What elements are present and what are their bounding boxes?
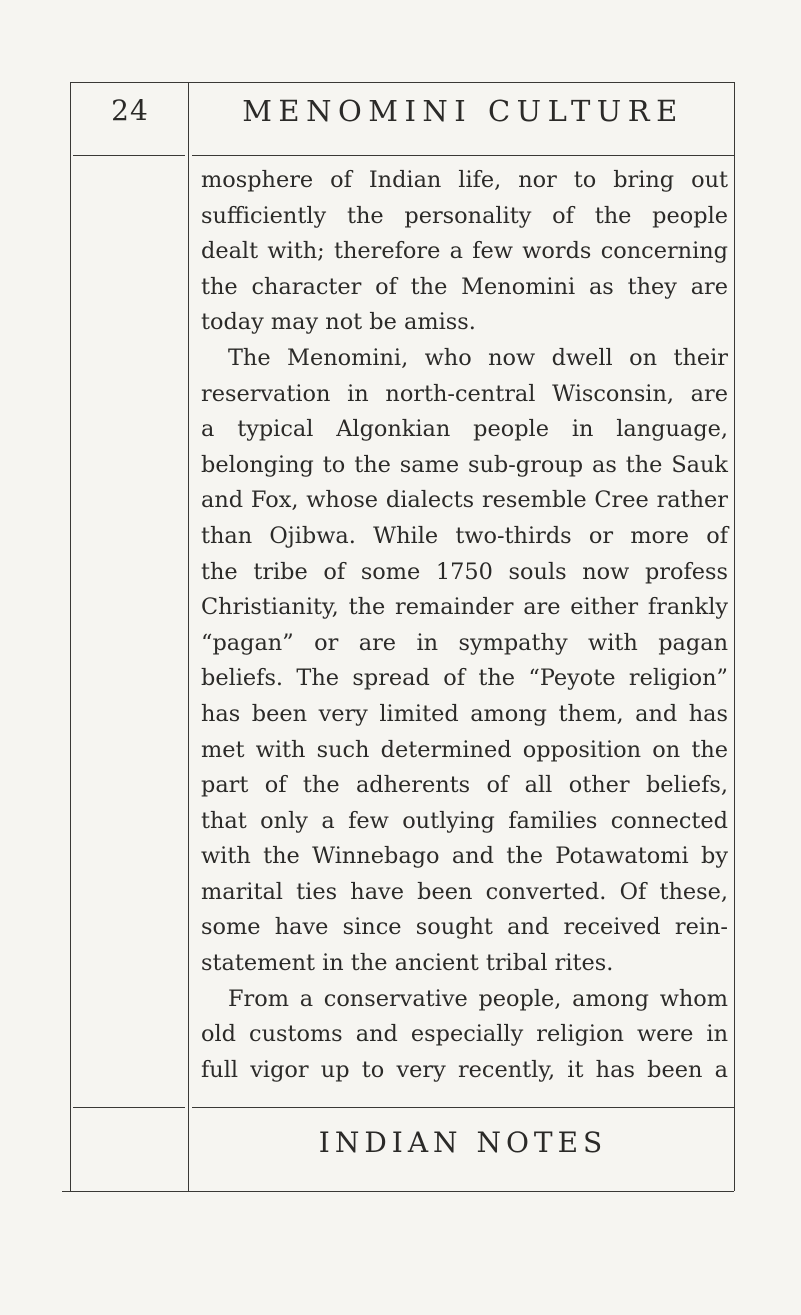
text-line: part of the adherents of all other beliefs, — [201, 772, 728, 799]
text-line: belonging to the same sub-group as the Sauk — [201, 451, 728, 478]
text-line: dealt with; therefore a few words concerning — [201, 238, 728, 265]
text-line: reservation in north-central Wisconsin, are — [201, 380, 728, 407]
column-divider — [188, 82, 189, 1191]
text-line: the character of the Menomini as they are — [201, 273, 728, 300]
header-rule-right — [192, 155, 734, 156]
text-line: has been very limited among them, and has — [201, 700, 728, 727]
footer-rule-right — [192, 1107, 734, 1108]
text-line: “pagan” or are in sympathy with pagan — [201, 629, 728, 656]
text-line: met with such determined opposition on the — [201, 736, 728, 763]
text-line: than Ojibwa. While two-thirds or more of — [201, 522, 728, 549]
text-line: mosphere of Indian life, nor to bring out — [201, 167, 728, 193]
right-border — [734, 82, 735, 1191]
text-line: sufficiently the personality of the people — [201, 202, 728, 229]
text-line: marital ties have been converted. Of these, — [201, 878, 728, 905]
text-line: Christianity, the remainder are either frankly — [201, 594, 728, 621]
text-line: From a conservative people, among whom — [228, 985, 728, 1012]
left-border — [70, 82, 71, 1191]
text-line: The Menomini, who now dwell on their — [228, 344, 728, 371]
text-line: full vigor up to very recently, it has been a — [201, 1056, 728, 1083]
header-rule-left — [73, 155, 185, 156]
running-head: MENOMINI CULTURE — [242, 94, 684, 128]
text-line: that only a few outlying families connected — [201, 807, 728, 834]
top-rule — [70, 82, 734, 83]
text-line: today may not be amiss. — [201, 309, 476, 336]
page-number: 24 — [111, 94, 149, 127]
text-line: the tribe of some 1750 souls now profess — [201, 558, 728, 585]
text-line: a typical Algonkian people in language, — [201, 416, 728, 443]
body-text — [201, 163, 728, 1088]
text-line: statement in the ancient tribal rites. — [201, 950, 614, 977]
text-line: and Fox, whose dialects resemble Cree rather — [201, 487, 728, 514]
footer-rule-left — [73, 1107, 185, 1108]
bottom-rule — [62, 1191, 734, 1192]
text-line: some have since sought and received rein- — [201, 914, 728, 941]
text-line: with the Winnebago and the Potawatomi by — [201, 843, 728, 870]
text-line: old customs and especially religion were in — [201, 1021, 728, 1048]
text-line: beliefs. The spread of the “Peyote religion” — [201, 665, 728, 692]
footer-title: INDIAN NOTES — [318, 1126, 608, 1159]
